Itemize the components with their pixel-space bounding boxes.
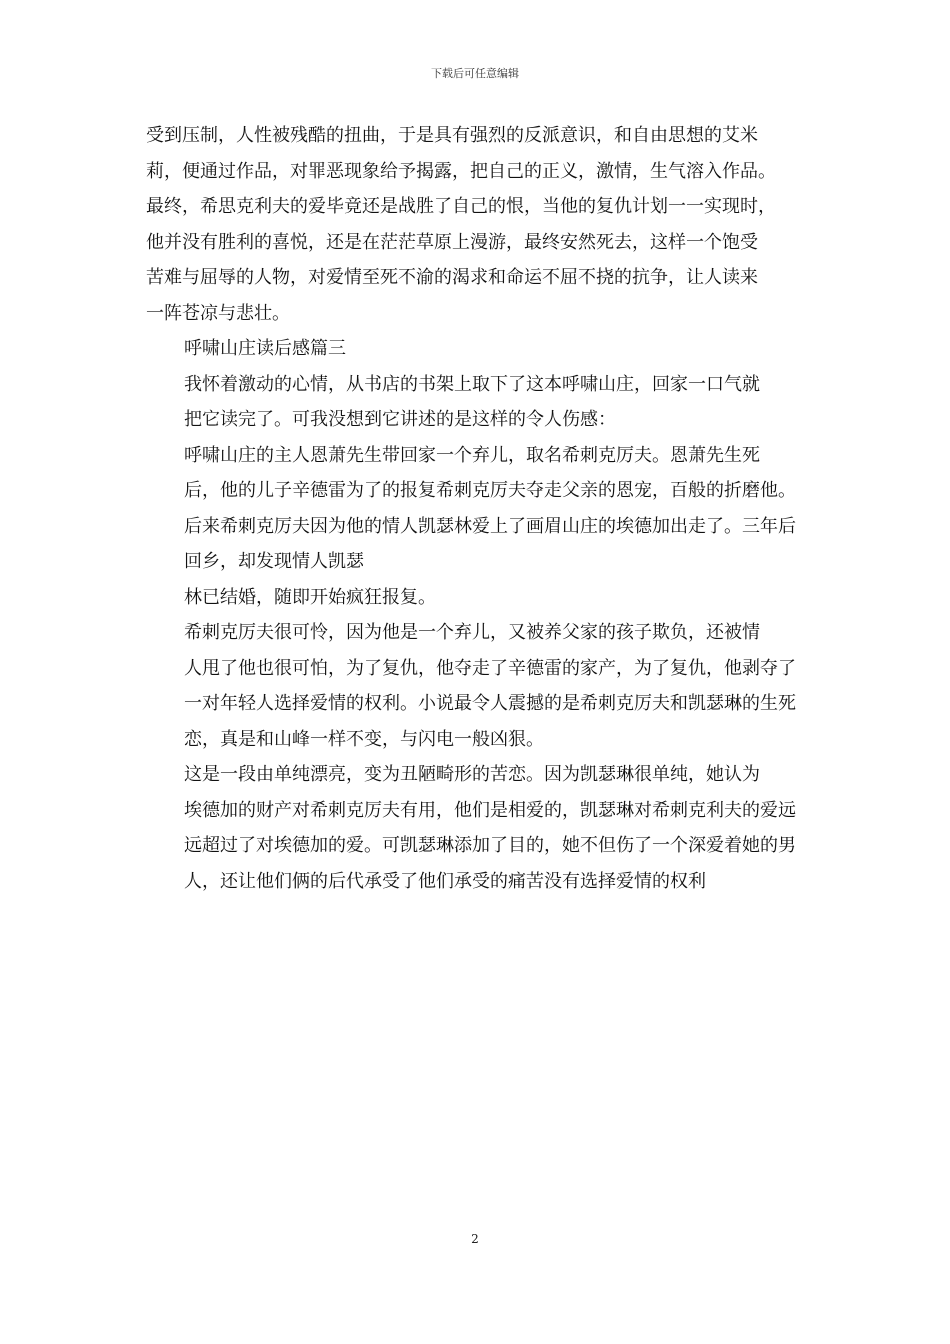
text-line: 苦难与屈辱的人物，对爱情至死不渝的渴求和命运不屈不挠的抗争，让人读来 xyxy=(146,267,758,288)
paragraph-3 xyxy=(146,367,812,438)
text-line: 后，他的儿子辛德雷为了的报复希刺克厉夫夺走父亲的恩宠，百般的折磨他。 xyxy=(184,480,796,501)
paragraph-5 xyxy=(146,580,812,616)
page-number: 2 xyxy=(471,1232,479,1246)
text-line: 回乡，却发现情人凯瑟 xyxy=(184,551,364,572)
paragraph-6 xyxy=(146,615,812,757)
text-line: 最终，希思克利夫的爱毕竟还是战胜了自己的恨，当他的复仇计划一一实现时， xyxy=(146,196,776,217)
page-header: 下载后可任意编辑 xyxy=(431,67,519,80)
text-line: 后来希刺克厉夫因为他的情人凯瑟林爱上了画眉山庄的埃德加出走了。三年后 xyxy=(184,515,796,537)
text-line: 希刺克厉夫很可怜，因为他是一个弃儿，又被养父家的孩子欺负，还被情 xyxy=(184,622,760,643)
text-line: 呼啸山庄的主人恩萧先生带回家一个弃儿，取名希刺克厉夫。恩萧先生死 xyxy=(184,444,760,466)
text-line: 埃德加的财产对希刺克厉夫有用，他们是相爱的，凯瑟琳对希刺克利夫的爱远 xyxy=(184,799,796,821)
paragraph-7 xyxy=(146,757,812,899)
text-line: 我怀着激动的心情，从书店的书架上取下了这本呼啸山庄，回家一口气就 xyxy=(184,373,760,395)
document-body xyxy=(146,118,812,899)
paragraph-1 xyxy=(146,118,812,331)
text-line: 莉，便通过作品，对罪恶现象给予揭露，把自己的正义，激情，生气溶入作品。 xyxy=(146,160,776,182)
text-line: 一对年轻人选择爱情的权利。小说最令人震撼的是希刺克厉夫和凯瑟琳的生死 xyxy=(184,693,796,714)
text-line: 林已结婚，随即开始疯狂报复。 xyxy=(184,586,436,608)
section-heading xyxy=(146,331,812,367)
text-line: 受到压制，人性被残酷的扭曲，于是具有强烈的反派意识，和自由思想的艾米 xyxy=(146,125,758,146)
text-line: 人甩了他也很可怕，为了复仇，他夺走了辛德雷的家产，为了复仇，他剥夺了 xyxy=(184,657,796,679)
heading-line: 呼啸山庄读后感篇三 xyxy=(184,338,346,359)
text-line: 远超过了对埃德加的爱。可凯瑟琳添加了目的，她不但伤了一个深爱着她的男 xyxy=(184,835,796,856)
text-line: 他并没有胜利的喜悦，还是在茫茫草原上漫游，最终安然死去，这样一个饱受 xyxy=(146,231,758,253)
text-line: 一阵苍凉与悲壮。 xyxy=(146,302,290,324)
text-line: 把它读完了。可我没想到它讲述的是这样的令人伤感： xyxy=(184,409,616,430)
text-line: 恋，真是和山峰一样不变，与闪电一般凶狠。 xyxy=(184,728,544,750)
paragraph-4 xyxy=(146,438,812,580)
text-line: 人，还让他们俩的后代承受了他们承受的痛苦没有选择爱情的权利 xyxy=(184,870,706,892)
text-line: 这是一段由单纯漂亮，变为丑陋畸形的苦恋。因为凯瑟琳很单纯，她认为 xyxy=(184,764,760,785)
